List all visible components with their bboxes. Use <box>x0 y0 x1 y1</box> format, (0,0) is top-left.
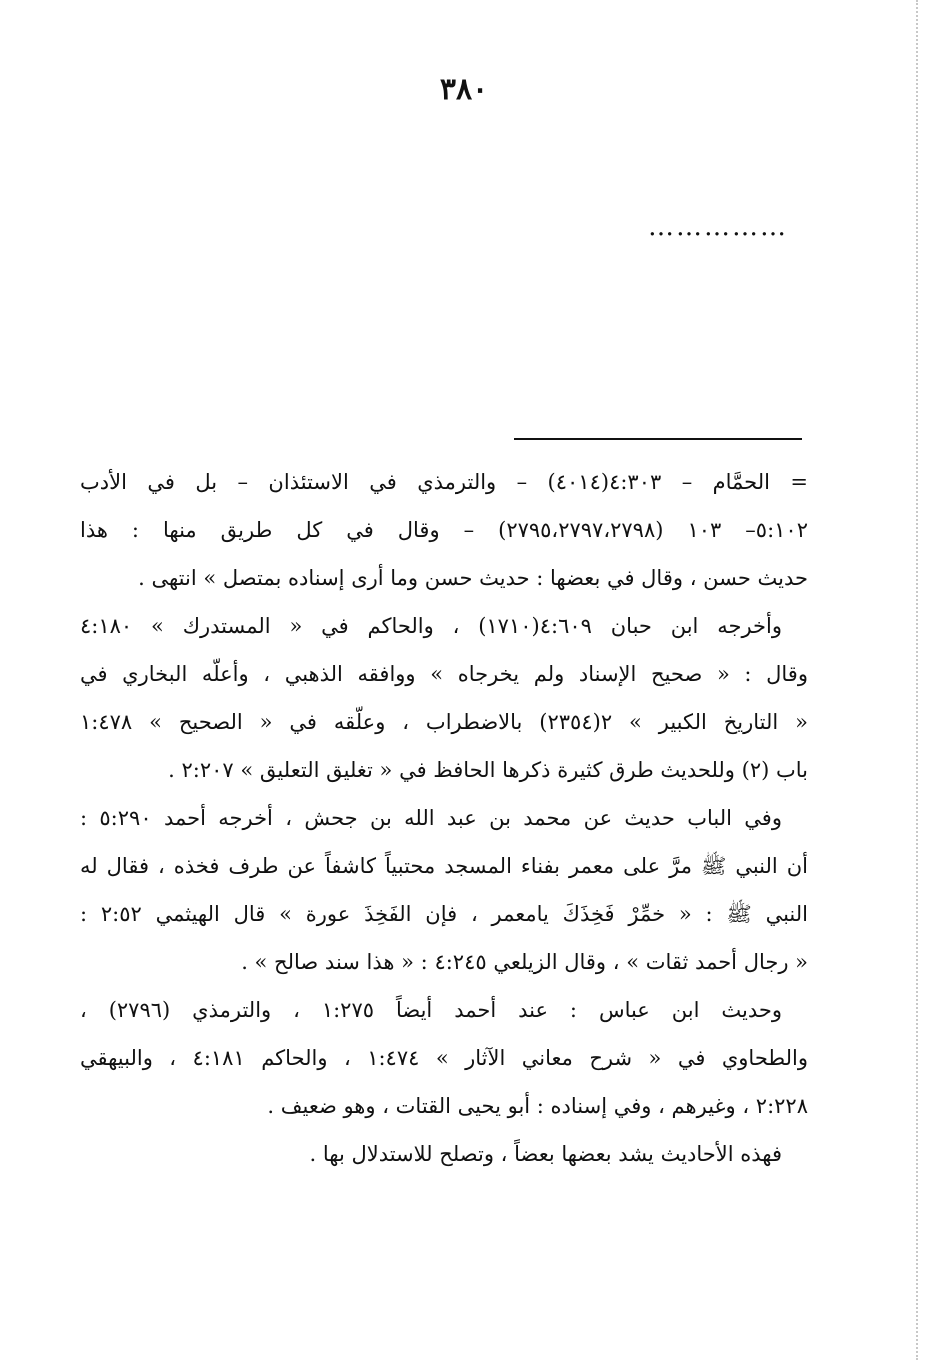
footnote-line: باب (٢) وللحديث طرق كثيرة ذكرها الحافظ في « تغليق التعليق » ٢:٢٠٧ . <box>168 758 808 782</box>
ellipsis-separator: …………… <box>648 212 788 242</box>
footnote-line: « رجال أحمد ثقات » ، وقال الزيلعي ٤:٢٤٥ : « هذا سند صالح » . <box>241 950 808 974</box>
footnote-line: أن النبي ﷺ مرَّ على معمر بفناء المسجد محتبياً كاشفاً عن طرف فخذه ، فقال له <box>80 854 808 878</box>
footnote-line: وقال : « صحيح الإسناد ولم يخرجاه » ووافقه الذهبي ، وأعلّه البخاري في <box>80 662 808 686</box>
footnote-text <box>80 458 808 1178</box>
page-edge-dotted-border <box>916 0 918 1360</box>
page-number: ٣٨٠ <box>439 72 489 107</box>
footnote-divider <box>514 438 802 440</box>
footnote-line: والطحاوي في « شرح معاني الآثار » ١:٤٧٤ ، والحاكم ٤:١٨١ ، والبيهقي <box>80 1046 808 1070</box>
footnote-line: وحديث ابن عباس : عند أحمد أيضاً ١:٢٧٥ ، والترمذي (٢٧٩٦) ، <box>80 998 782 1022</box>
footnote-line: « التاريخ الكبير » ٢(٢٣٥٤) بالاضطراب ، وعلّقه في « الصحيح » ١:٤٧٨ <box>80 710 808 734</box>
footnote-line: فهذه الأحاديث يشد بعضها بعضاً ، وتصلح للاستدلال بها . <box>309 1142 782 1166</box>
footnote-line: = الحمَّام – ٤:٣٠٣(٤٠١٤) – والترمذي في الاستئذان – بل في الأدب <box>80 470 808 494</box>
footnote-line: النبي ﷺ : « خمِّرْ فَخِذَكَ يامعمر ، فإن الفَخِذَ عورة » قال الهيثمي ٢:٥٢ : <box>80 902 808 926</box>
footnote-line: ٥:١٠٢– ١٠٣ (٢٧٩٥،٢٧٩٧،٢٧٩٨) – وقال في كل طريق منها : هذا <box>80 518 808 542</box>
footnote-line: وأخرجه ابن حبان ٤:٦٠٩(١٧١٠) ، والحاكم في « المستدرك » ٤:١٨٠ <box>80 614 782 638</box>
footnote-line: ٢:٢٢٨ ، وغيرهم ، وفي إسناده : أبو يحيى القتات ، وهو ضعيف . <box>267 1094 808 1118</box>
footnote-line: حديث حسن ، وقال في بعضها : حديث حسن وما أرى إسناده بمتصل » انتهى . <box>138 566 808 590</box>
footnote-line: وفي الباب حديث عن محمد بن عبد الله بن جحش ، أخرجه أحمد ٥:٢٩٠ : <box>80 806 782 830</box>
